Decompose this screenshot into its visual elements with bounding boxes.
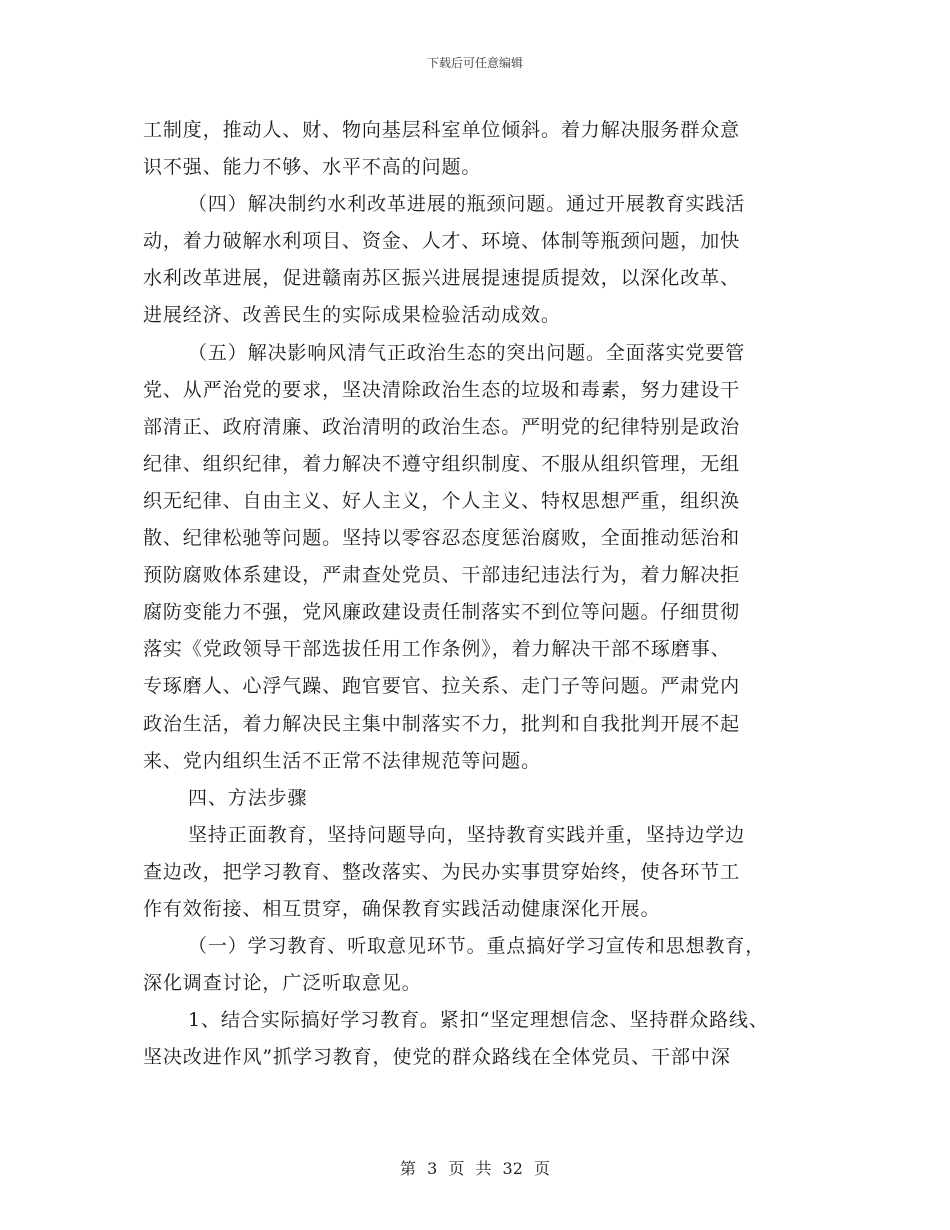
text-line: 预防腐败体系建设，严肃查处党员、干部违纪违法行为，着力解决拒: [143, 564, 741, 587]
text-line: （四）解决制约水利改革进展的瓶颈问题。通过开展教育实践活: [188, 193, 746, 216]
text-line: 深化调查讨论，广泛听取意见。: [143, 972, 422, 995]
text-line: 坚持正面教育，坚持问题导向，坚持教育实践并重，坚持边学边: [188, 823, 746, 846]
text-line: 腐防变能力不强，党风廉政建设责任制落实不到位等问题。仔细贯彻: [143, 601, 741, 624]
text-line: 专琢磨人、心浮气躁、跑官要官、拉关系、走门子等问题。严肃党内: [143, 675, 741, 698]
text-line: （一）学习教育、听取意见环节。重点搞好学习宣传和思想教育，: [188, 935, 766, 958]
text-line: 政治生活，着力解决民主集中制落实不力，批判和自我批判开展不起: [143, 712, 741, 735]
text-line: 作有效衔接、相互贯穿，确保教育实践活动健康深化开展。: [143, 897, 661, 920]
text-line: 动，着力破解水利项目、资金、人才、环境、体制等瓶颈问题，加快: [143, 230, 741, 253]
text-line: 党、从严治党的要求，坚决清除政治生态的垃圾和毒素，努力建设干: [143, 378, 741, 401]
page-number-footer: 第 3 页 共 32 页: [400, 1159, 550, 1178]
text-line: 散、纪律松驰等问题。坚持以零容忍态度惩治腐败，全面推动惩治和: [143, 527, 741, 550]
text-line: 来、党内组织生活不正常不法律规范等问题。: [143, 749, 542, 772]
text-line: 织无纪律、自由主义、好人主义，个人主义、特权思想严重，组织涣: [143, 489, 741, 512]
text-line: 工制度，推动人、财、物向基层科室单位倾斜。着力解决服务群众意: [143, 119, 741, 141]
page-header: 下载后可任意编辑: [426, 56, 523, 70]
text-line: 查边改，把学习教育、整改落实、为民办实事贯穿始终，使各环节工: [143, 860, 741, 883]
text-line: （五）解决影响风清气正政治生态的突出问题。全面落实党要管: [188, 341, 746, 364]
text-line: 1、结合实际搞好学习教育。紧扣“坚定理想信念、坚持群众路线、: [188, 1009, 769, 1032]
text-line: 水利改革进展，促进赣南苏区振兴进展提速提质提效，以深化改革、: [143, 267, 741, 290]
text-line: 识不强、能力不够、水平不高的问题。: [143, 156, 482, 179]
text-line: 坚决改进作风”抓学习教育，使党的群众路线在全体党员、干部中深: [143, 1046, 731, 1069]
text-line: 进展经济、改善民生的实际成果检验活动成效。: [143, 304, 561, 327]
text-line: 纪律、组织纪律，着力解决不遵守组织制度、不服从组织管理，无组: [143, 452, 741, 475]
text-line: 部清正、政府清廉、政治清明的政治生态。严明党的纪律特别是政治: [143, 415, 741, 438]
text-line: 落实《党政领导干部选拔任用工作条例》，着力解决干部不琢磨事、: [143, 638, 731, 661]
text-line: 四、方法步骤: [188, 786, 308, 809]
document-body: [143, 112, 823, 1076]
